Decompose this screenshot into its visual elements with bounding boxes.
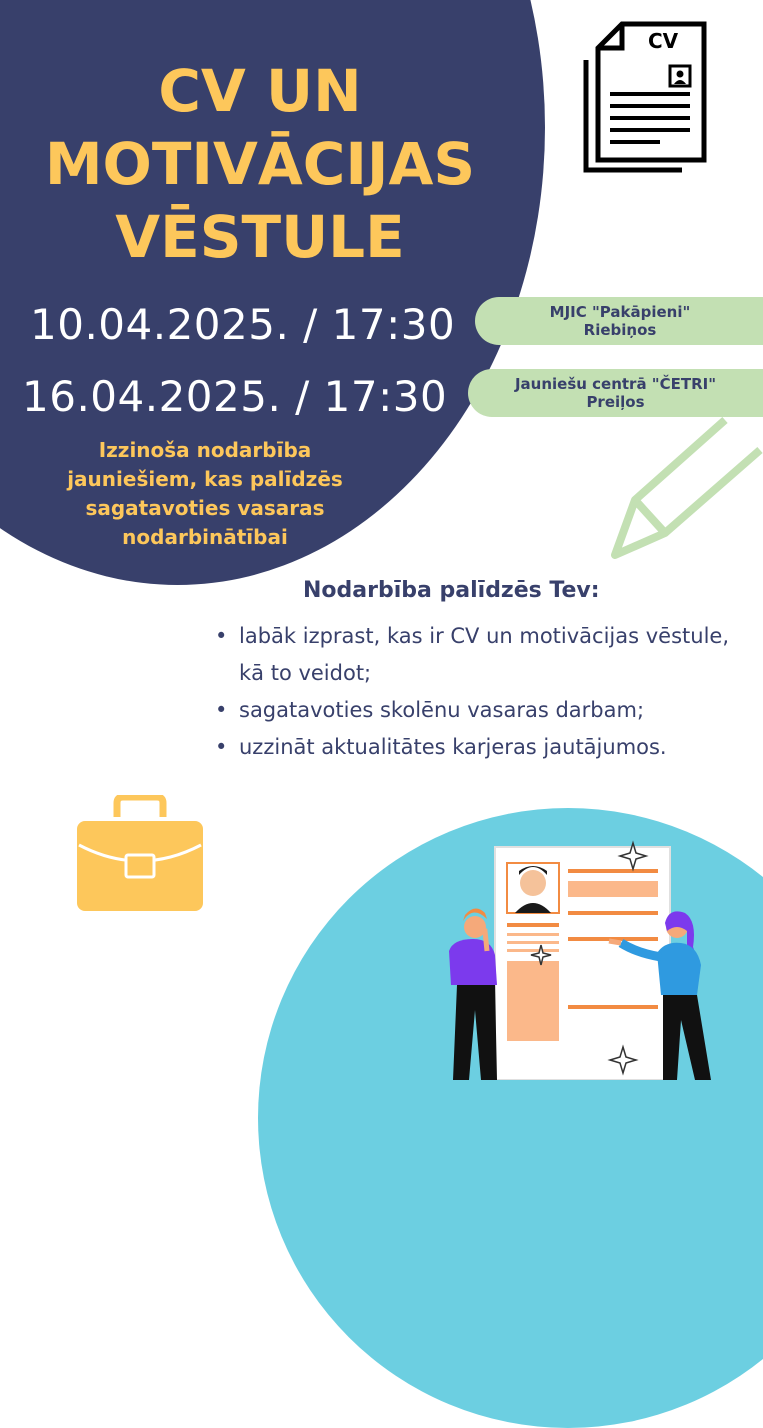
event-description bbox=[20, 436, 390, 552]
event-location-2 bbox=[468, 369, 763, 417]
cv-illustration bbox=[425, 835, 763, 1084]
location-line: MJIC "Pakāpieni" bbox=[549, 303, 691, 321]
cv-label: CV bbox=[648, 29, 679, 53]
event-date-2: 16.04.2025. / 17:30 bbox=[22, 372, 448, 421]
list-item: • sagatavoties skolēnu vasaras darbam; bbox=[215, 692, 755, 729]
benefits-list bbox=[215, 618, 755, 766]
document-icon bbox=[582, 20, 712, 179]
description-line: sagatavoties vasaras bbox=[85, 496, 325, 520]
description-line: nodarbinātībai bbox=[122, 525, 288, 549]
location-line: Jauniešu centrā "ČETRI" bbox=[514, 375, 717, 393]
page-title bbox=[0, 55, 520, 274]
list-item: • labāk izprast, kas ir CV un motivācijas vēstule, kā to veidot; bbox=[215, 618, 755, 692]
event-location-1 bbox=[475, 297, 763, 345]
event-date-1: 10.04.2025. / 17:30 bbox=[30, 300, 456, 349]
location-line: Preiļos bbox=[586, 393, 645, 411]
title-line: MOTIVĀCIJAS bbox=[44, 130, 476, 198]
list-item: • uzzināt aktualitātes karjeras jautājumos. bbox=[215, 729, 755, 766]
briefcase-icon bbox=[75, 795, 205, 919]
benefits-heading: Nodarbība palīdzēs Tev: bbox=[303, 578, 600, 603]
title-line: VĒSTULE bbox=[115, 203, 405, 271]
title-line: CV UN bbox=[158, 57, 362, 125]
description-line: Izzinoša nodarbība bbox=[98, 438, 312, 462]
description-line: jauniešiem, kas palīdzēs bbox=[67, 467, 343, 491]
pencil-icon bbox=[595, 415, 763, 579]
location-line: Riebiņos bbox=[583, 321, 657, 339]
